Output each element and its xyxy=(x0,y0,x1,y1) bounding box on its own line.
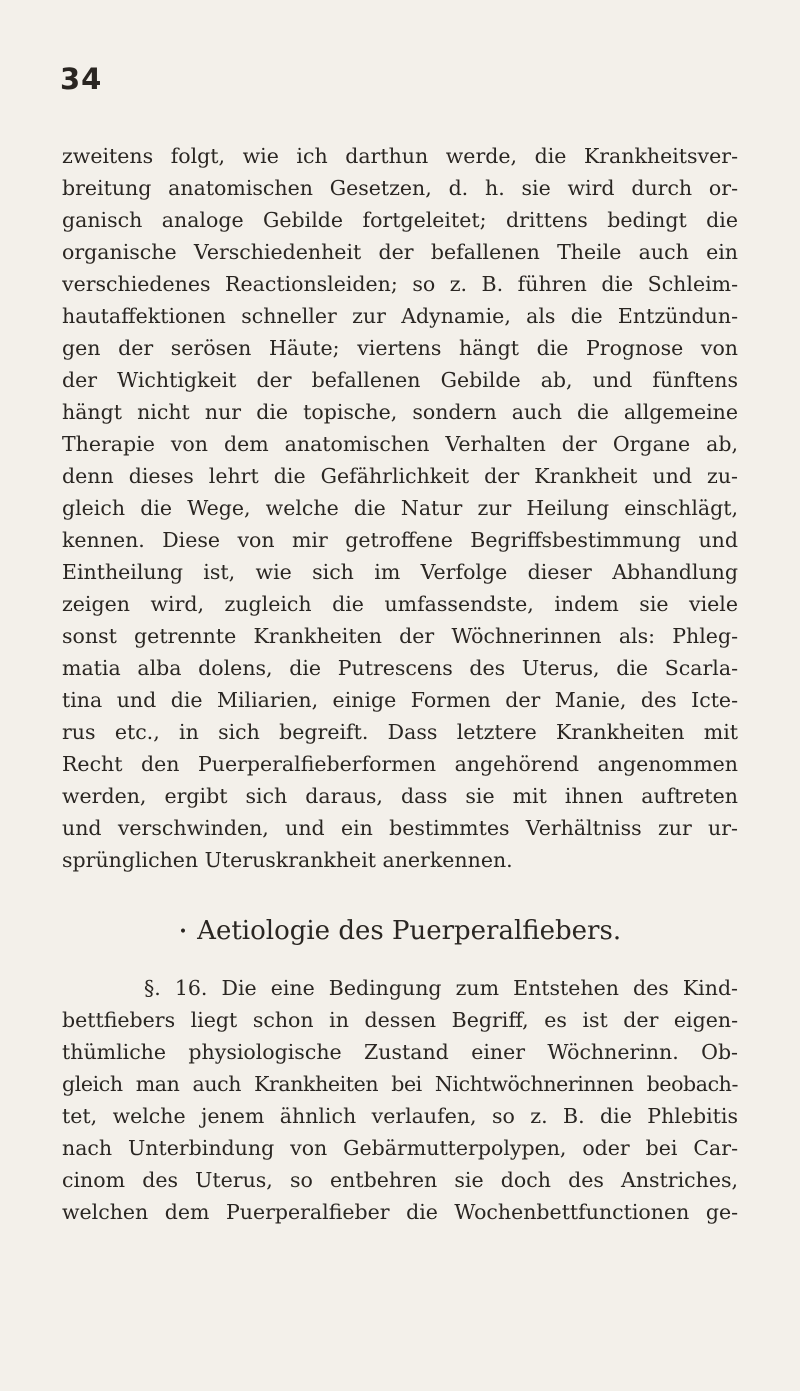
text-line: denn dieses lehrt die Gefährlichkeit der Krankheit und zu- xyxy=(62,464,738,488)
text-line: nach Unterbindung von Gebärmutterpolypen, oder bei Car- xyxy=(62,1136,738,1160)
text-line: matia alba dolens, die Putrescens des Uterus, die Scarla- xyxy=(62,656,738,680)
page-number: 34 xyxy=(60,62,103,96)
text-line: Eintheilung ist, wie sich im Verfolge dieser Abhandlung xyxy=(62,560,738,584)
text-line: organische Verschiedenheit der befallenen Theile auch ein xyxy=(62,240,738,264)
text-line: hängt nicht nur die topische, sondern auch die allgemeine xyxy=(62,400,738,424)
text-line: verschiedenes Reactionsleiden; so z. B. führen die Schleim- xyxy=(62,272,738,296)
section-heading xyxy=(0,914,800,949)
text-line: tet, welche jenem ähnlich verlaufen, so z. B. die Phlebitis xyxy=(62,1104,738,1128)
text-line: Therapie von dem anatomischen Verhalten der Organe ab, xyxy=(62,432,738,456)
text-line: sonst getrennte Krankheiten der Wöchnerinnen als: Phleg- xyxy=(62,624,738,648)
text-line: thümliche physiologische Zustand einer Wöchnerinn. Ob- xyxy=(62,1040,738,1064)
text-line: breitung anatomischen Gesetzen, d. h. sie wird durch or- xyxy=(62,176,738,200)
text-line: der Wichtigkeit der befallenen Gebilde ab, und fünftens xyxy=(62,368,738,392)
text-line: cinom des Uterus, so entbehren sie doch des Anstriches, xyxy=(62,1168,738,1192)
text-line: und verschwinden, und ein bestimmtes Verhältniss zur ur- xyxy=(62,816,738,840)
text-line: gleich man auch Krankheiten bei Nichtwöchnerinnen beobach- xyxy=(62,1072,738,1096)
text-line: kennen. Diese von mir getroffene Begriffsbestimmung und xyxy=(62,528,738,552)
section-heading-text: Aetiologie des Puerperalfiebers. xyxy=(197,916,622,946)
text-line: welchen dem Puerperalfieber die Wochenbettfunctionen ge- xyxy=(62,1200,738,1224)
text-line: ganisch analoge Gebilde fortgeleitet; drittens bedingt die xyxy=(62,208,738,232)
stray-mark: • xyxy=(178,924,188,940)
text-line: §. 16. Die eine Bedingung zum Entstehen des Kind- xyxy=(144,976,738,1000)
text-line: zweitens folgt, wie ich darthun werde, die Krankheitsver- xyxy=(62,144,738,168)
text-line: werden, ergibt sich daraus, dass sie mit ihnen auftreten xyxy=(62,784,738,808)
text-line: bettfiebers liegt schon in dessen Begriff, es ist der eigen- xyxy=(62,1008,738,1032)
text-line: Recht den Puerperalfieberformen angehörend angenommen xyxy=(62,752,738,776)
text-line: gen der serösen Häute; viertens hängt die Prognose von xyxy=(62,336,738,360)
text-line: hautaffektionen schneller zur Adynamie, als die Entzündun- xyxy=(62,304,738,328)
text-line: tina und die Miliarien, einige Formen der Manie, des Icte- xyxy=(62,688,738,712)
text-line: sprünglichen Uteruskrankheit anerkennen. xyxy=(62,848,513,872)
text-line: zeigen wird, zugleich die umfassendste, indem sie viele xyxy=(62,592,738,616)
text-line: gleich die Wege, welche die Natur zur Heilung einschlägt, xyxy=(62,496,738,520)
text-line: rus etc., in sich begreift. Dass letztere Krankheiten mit xyxy=(62,720,738,744)
